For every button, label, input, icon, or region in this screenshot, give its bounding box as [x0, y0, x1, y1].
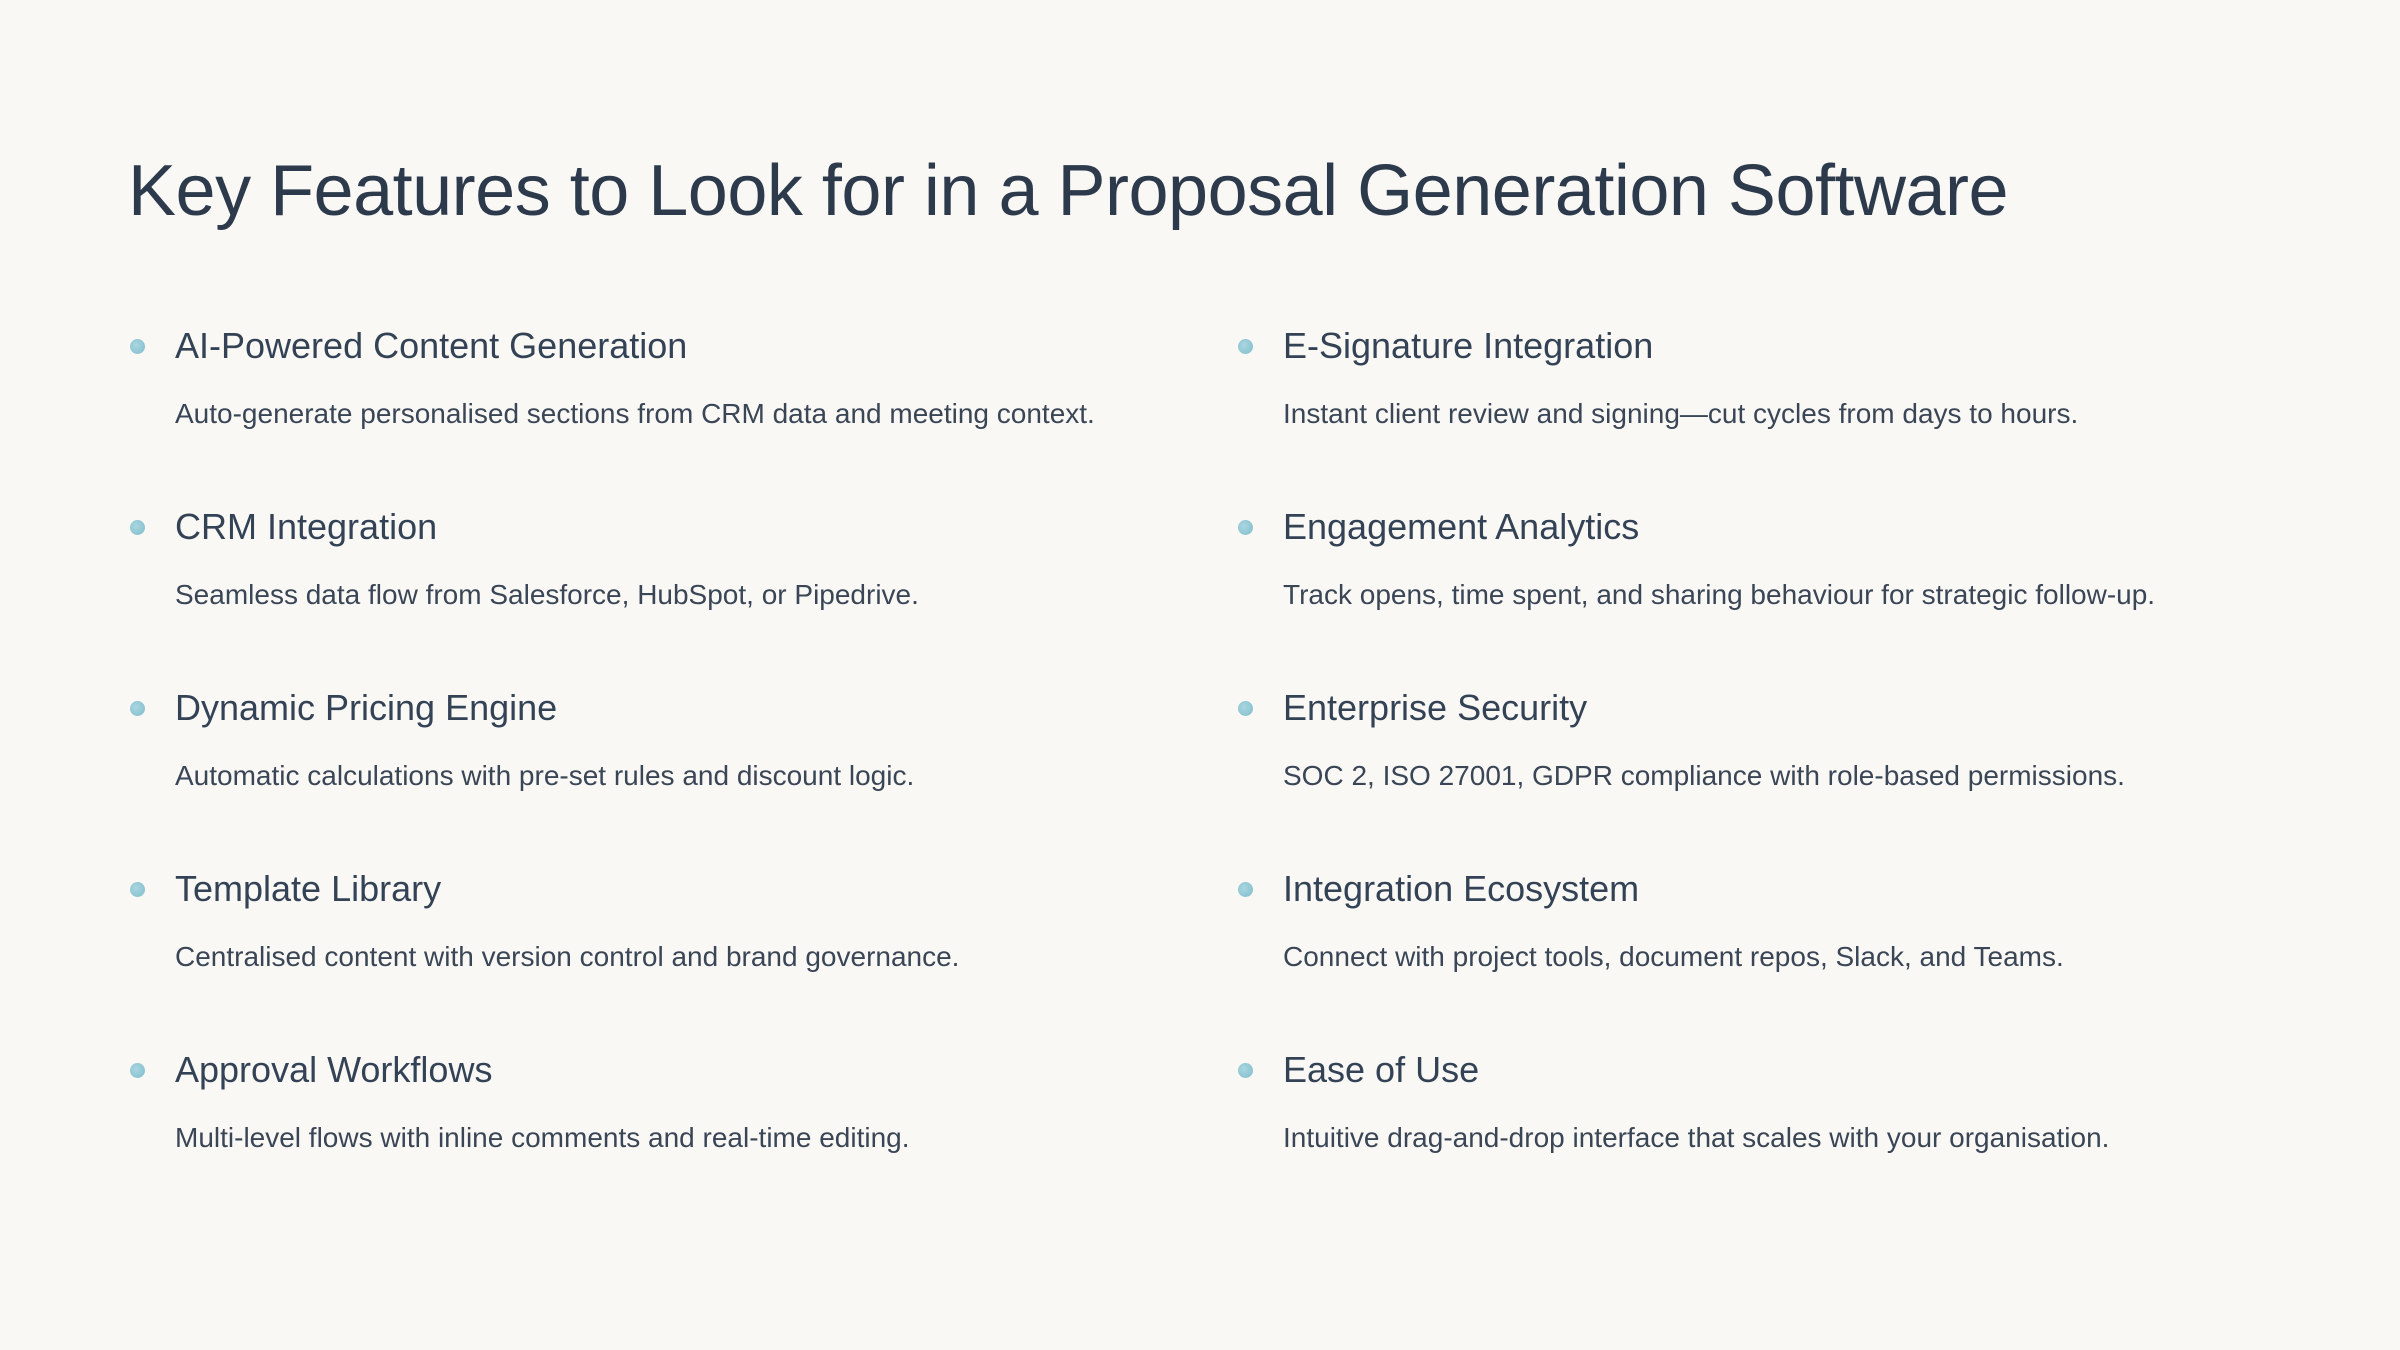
- bullet-icon: [130, 701, 145, 716]
- feature-title: Engagement Analytics: [1283, 506, 1640, 547]
- feature-title: CRM Integration: [175, 506, 438, 547]
- feature-item: [128, 322, 1208, 503]
- bullet-icon: [1238, 520, 1253, 535]
- feature-title: Enterprise Security: [1283, 687, 1588, 728]
- page-title: Key Features to Look for in a Proposal Generation Software: [128, 151, 2009, 231]
- feature-description: Connect with project tools, document repos, Slack, and Teams.: [1283, 941, 2064, 972]
- feature-title: Integration Ecosystem: [1283, 868, 1640, 909]
- feature-title: Approval Workflows: [175, 1049, 493, 1090]
- feature-item: [128, 503, 1208, 684]
- bullet-icon: [1238, 701, 1253, 716]
- feature-description: Track opens, time spent, and sharing behaviour for strategic follow-up.: [1283, 579, 2156, 610]
- feature-description: Auto-generate personalised sections from CRM data and meeting context.: [175, 398, 1095, 429]
- feature-description: Automatic calculations with pre-set rules and discount logic.: [175, 760, 915, 791]
- feature-item: [128, 684, 1208, 865]
- feature-description: Seamless data flow from Salesforce, HubSpot, or Pipedrive.: [175, 579, 919, 610]
- feature-description: Instant client review and signing—cut cycles from days to hours.: [1283, 398, 2079, 429]
- bullet-icon: [130, 339, 145, 354]
- bullet-icon: [130, 520, 145, 535]
- feature-item: [128, 865, 1208, 1046]
- feature-title: Ease of Use: [1283, 1049, 1480, 1090]
- feature-item: [1236, 865, 2316, 1046]
- feature-item: [1236, 1046, 2316, 1227]
- feature-title: Template Library: [175, 868, 442, 909]
- feature-description: Intuitive drag-and-drop interface that scales with your organisation.: [1283, 1122, 2110, 1153]
- feature-title: E-Signature Integration: [1283, 325, 1654, 366]
- bullet-icon: [1238, 882, 1253, 897]
- bullet-icon: [1238, 1063, 1253, 1078]
- feature-item: [128, 1046, 1208, 1227]
- feature-list-right: [1236, 322, 2316, 1227]
- feature-description: Multi-level flows with inline comments and real-time editing.: [175, 1122, 910, 1153]
- feature-list-left: [128, 322, 1208, 1227]
- feature-item: [1236, 503, 2316, 684]
- feature-title: Dynamic Pricing Engine: [175, 687, 558, 728]
- bullet-icon: [130, 882, 145, 897]
- feature-title: AI-Powered Content Generation: [175, 325, 688, 366]
- bullet-icon: [1238, 339, 1253, 354]
- feature-description: Centralised content with version control and brand governance.: [175, 941, 960, 972]
- feature-item: [1236, 684, 2316, 865]
- feature-description: SOC 2, ISO 27001, GDPR compliance with role-based permissions.: [1283, 760, 2125, 791]
- bullet-icon: [130, 1063, 145, 1078]
- feature-item: [1236, 322, 2316, 503]
